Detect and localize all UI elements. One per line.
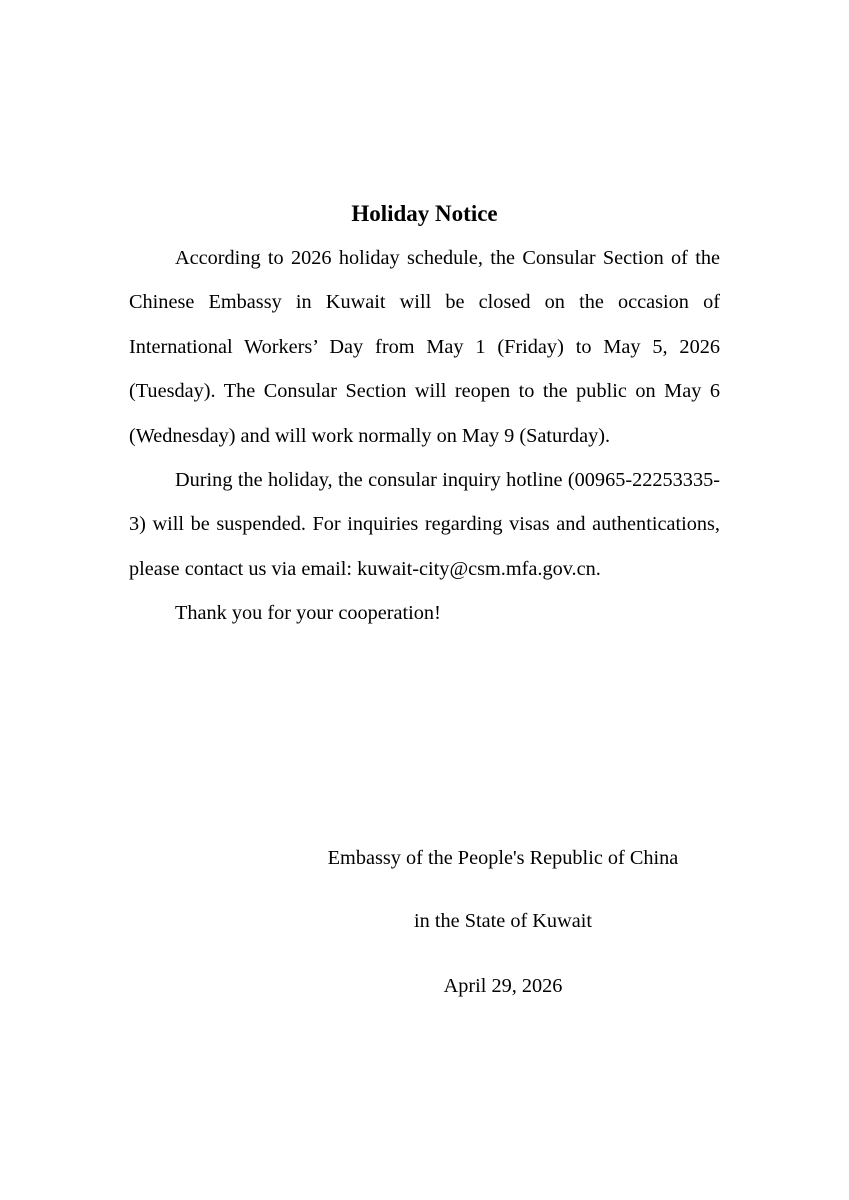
paragraph-thanks: Thank you for your cooperation!: [175, 602, 441, 625]
notice-title: Holiday Notice: [351, 201, 498, 226]
paragraph-hotline-email: During the holiday, the consular inquiry hotline (00965-22253335-3) will be suspended. For inquiries regarding visas and authentications, please contact us via email: kuwait-city@csm.mfa.gov.cn.: [129, 469, 720, 580]
notice-body: [129, 236, 720, 636]
signature-embassy-name: Embassy of the People's Republic of China: [327, 847, 679, 869]
paragraph-closure-dates: According to 2026 holiday schedule, the Consular Section of the Chinese Embassy in Kuwait will be closed on the occasion of International Workers’ Day from May 1 (Friday) to May 5, 2026 (Tuesday). The Consular Section will reopen to the public on May 6 (Wednesday) and will work normally on May 9 (Saturday).: [129, 247, 720, 447]
signature-location: in the State of Kuwait: [414, 910, 592, 932]
signature-date: April 29, 2026: [443, 975, 563, 997]
